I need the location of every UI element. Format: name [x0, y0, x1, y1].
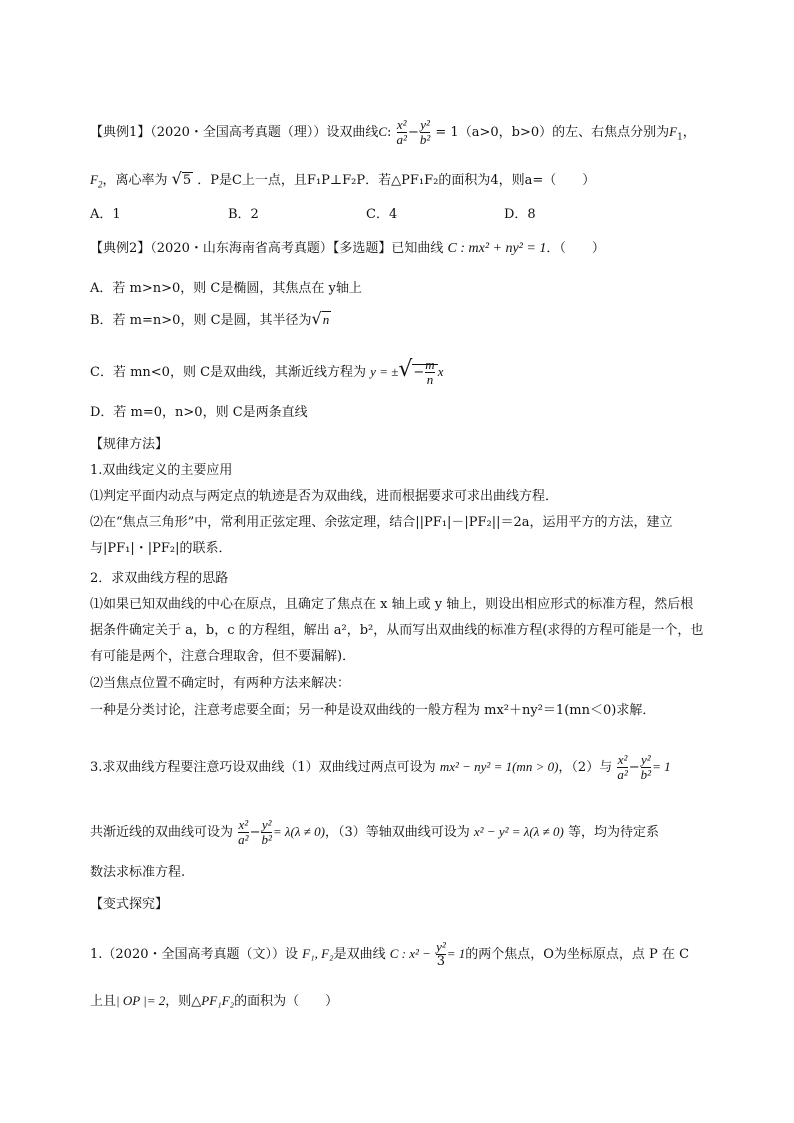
- fraction-x2-a2: $\frac{\text{x²}}{\text{a²}}$: [396, 117, 407, 147]
- fraction-y2-b2: $\frac{\text{y²}}{\text{b²}}$: [640, 752, 652, 782]
- fraction-x2-a2: $\frac{\text{x²}}{\text{a²}}$: [238, 817, 249, 847]
- option-c: C．4: [366, 207, 398, 222]
- sqrt-icon: √: [171, 169, 182, 188]
- example2-option-b: B．若 m=n>0，则 C是圆，其半径为√n: [90, 309, 330, 328]
- variant-heading: 【变式探究】: [90, 897, 169, 912]
- example2-tail: ．（ ）: [546, 241, 605, 256]
- method-s1-p1: ⑴判定平面内动点与两定点的轨迹是否为双曲线，进而根据要求可求出曲线方程．: [90, 489, 559, 504]
- example1-line2-a: ，离心率为: [102, 173, 168, 188]
- method-s2-p1a: ⑴如果已知双曲线的中心在原点，且确定了焦点在 x 轴上或 y 轴上，则设出相应形式的标准方程，然后根: [90, 597, 694, 612]
- method-s3-line3: 数法求标准方程.: [90, 865, 186, 880]
- sqrt-value: 5: [182, 173, 192, 188]
- method-s1-title: 1.双曲线定义的主要应用: [90, 463, 233, 478]
- example2-curve: C : mx² + ny² = 1: [447, 241, 547, 256]
- option-d: D．8: [504, 207, 536, 222]
- method-s2-p2: ⑵当焦点位置不确定时，有两种方法来解决：: [90, 676, 351, 691]
- method-s1-p2a: ⑵在“焦点三角形”中，常利用正弦定理、余弦定理，结合||PF₁|－|PF₂||＝2a，运用平方的方法，建立: [90, 515, 673, 530]
- example1-options: [90, 206, 642, 224]
- focus-f1: F: [669, 124, 678, 139]
- curve-name: C: [378, 124, 388, 139]
- method-s2-title: 2．求双曲线方程的思路: [90, 571, 229, 586]
- fraction-m-n: $\frac{m}{n}$: [425, 357, 435, 387]
- method-heading: 【规律方法】: [90, 437, 169, 452]
- sqrt-icon: √: [311, 309, 322, 328]
- example1-line2-b: ．P是C上一点，且F₁P⊥F₂P．若△PF₁F₂的面积为4，则a=（ ）: [197, 173, 596, 188]
- example2-line: [90, 240, 605, 258]
- fraction-y2-b2: $\frac{\text{y²}}{\text{b²}}$: [419, 117, 431, 147]
- option-b: B．2: [228, 207, 259, 222]
- example2-option-a: A．若 m>n>0，则 C是椭圆，其焦点在 y轴上: [90, 281, 362, 296]
- variant-q1-line2: 上且| OP |= 2，则△PF₁F₂的面积为（ ）: [90, 993, 339, 1009]
- example2-lead: 【典例2】（2020・山东海南省高考真题）【多选题】已知曲线: [90, 241, 444, 256]
- example2-option-c: C．若 mn<0，则 C是双曲线，其渐近线方程为 y = ±√− $\frac{m}{n}$ x: [90, 357, 444, 387]
- method-s3-line1: 3.求双曲线方程要注意巧设双曲线（1）双曲线过两点可设为 mx² − ny² = 1(mn > 0)，（2）与 $\frac{\text{x²}}{\text{a²}}$ − $\frac{\text{y²}}{\text{b²}}$ = 1: [90, 752, 671, 782]
- fraction-y2-3: $\frac{\text{y²}}{3}$: [436, 939, 446, 969]
- method-s2-p1c: 有可能是两个，注意合理取舍，但不要漏解)．: [90, 649, 356, 664]
- method-s2-p1b: 据条件确定关于 a，b，c 的方程组，解出 a²，b²，从而写出双曲线的标准方程(求得的方程可能是一个，也: [90, 623, 704, 638]
- variant-q1-line1: 1.（2020・全国高考真题（文））设 F₁, F₂是双曲线 C : x² − $\frac{\text{y²}}{3}$ = 1的两个焦点，O为坐标原点，点 P 在 C: [90, 939, 690, 969]
- method-s3-line2: 共渐近线的双曲线可设为 $\frac{\text{x²}}{\text{a²}}$ − $\frac{\text{y²}}{\text{b²}}$ = λ(λ ≠ 0)，（3）等轴双曲线可设为 x² − y² = λ(λ ≠ 0) 等，均为待定系: [90, 817, 659, 847]
- sqrt-icon: √: [398, 357, 413, 382]
- method-s1-p2b: 与|PF₁|・|PF₂|的联系．: [90, 541, 232, 556]
- example2-option-d: D．若 m=0，n>0，则 C是两条直线: [90, 405, 308, 420]
- option-a: A．1: [90, 207, 121, 222]
- example1-line1: 【典例1】（2020・全国高考真题（理））设双曲线C: $\frac{\text{x²}}{\text{a²}}$ − $\frac{\text{y²}}{\text{b²}}$ = 1（a>0，b>0）的左、右焦点分别为$F_1$，: [90, 117, 696, 147]
- example1-line2: $F_2$，离心率为 √5 ．P是C上一点，且F₁P⊥F₂P．若△PF₁F₂的面积为4，则a=（ ）: [90, 169, 596, 190]
- fraction-x2-a2: $\frac{\text{x²}}{\text{a²}}$: [617, 752, 628, 782]
- example1-eq-suffix: = 1（a>0，b>0）的左、右焦点分别为: [435, 125, 670, 140]
- fraction-y2-b2: $\frac{\text{y²}}{\text{b²}}$: [261, 817, 272, 847]
- method-s2-p3: 一种是分类讨论，注意考虑要全面；另一种是设双曲线的一般方程为 mx²＋ny²＝1(mn＜0)求解．: [90, 703, 656, 718]
- example1-lead: 【典例1】（2020・全国高考真题（理））设双曲线: [90, 125, 379, 140]
